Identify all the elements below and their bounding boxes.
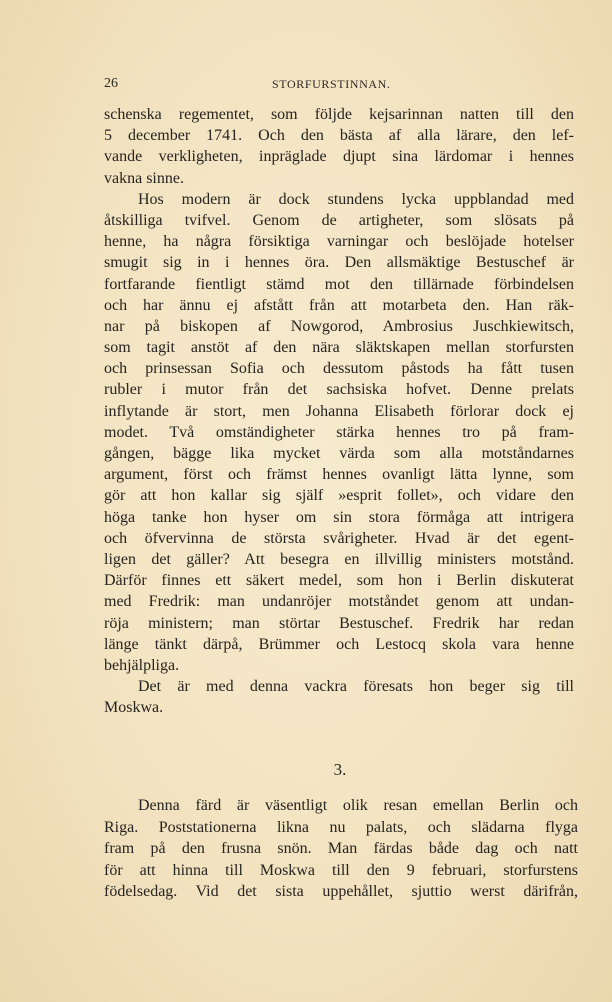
text-line: gör att hon kallar sig själf »esprit follet», och vidare den: [104, 487, 574, 505]
text-line: Det är med denna vackra föresats hon beger sig till: [138, 678, 574, 696]
body-text-block-2: [104, 795, 578, 903]
text-line: Riga. Poststationerna likna nu palats, och slädarna flyga: [104, 818, 578, 836]
text-line: modet. Två omständigheter stärka hennes tro på fram-: [104, 423, 574, 441]
running-title: STORFURSTINNAN.: [272, 77, 391, 91]
text-line: Hos modern är dock stundens lycka uppblandad med: [138, 190, 574, 208]
text-line: smugit sig in i hennes öra. Den allsmäktige Bestuschef är: [104, 254, 574, 272]
text-line: och prinsessan Sofia och dessutom påstods ha fått tusen: [104, 360, 574, 378]
text-line: fram på den frusna snön. Man färdas både dag och natt: [104, 840, 578, 857]
page-number: 26: [104, 76, 118, 91]
text-line: ligen det gäller? Att besegra en illvillig ministers motstånd.: [104, 550, 574, 568]
text-line: vakna sinne.: [104, 169, 184, 187]
text-line: åtskilliga tvifvel. Genom de artigheter, som slösats på: [104, 211, 574, 229]
text-line: och har ännu ej afstått från att motarbeta den. Han räk-: [104, 296, 574, 314]
text-line: röja ministern; man störtar Bestuschef. Fredrik har redan: [104, 614, 574, 632]
text-line: födelsedag. Vid det sista uppehållet, sjuttio werst därifrån,: [104, 883, 578, 900]
body-text-block: [104, 104, 574, 718]
text-line: argument, först och främst hennes ovanligt lätta lynne, som: [104, 466, 574, 484]
text-line: 5 december 1741. Och den bästa af alla lärare, den lef-: [104, 127, 574, 145]
running-head: [104, 76, 574, 96]
text-line: och öfvervinna de största svårigheter. Hvad är det egent-: [104, 529, 574, 547]
text-line: länge tänkt därpå, Brümmer och Lestocq skola vara henne: [104, 635, 574, 653]
text-line: fortfarande fientligt stämd mot den tillärnade förbindelsen: [104, 275, 574, 293]
section-heading: 3.: [333, 760, 347, 779]
text-line: schenska regementet, som följde kejsarinnan natten till den: [104, 106, 574, 123]
text-line: Denna färd är väsentligt olik resan emellan Berlin och: [138, 797, 578, 814]
text-line: nar på biskopen af Nowgorod, Ambrosius Juschkiewitsch,: [104, 317, 574, 335]
text-line: gången, bägge lika mycket värda som alla motståndarnes: [104, 445, 574, 462]
text-line: Därför finnes ett säkert medel, som hon i Berlin diskuterat: [104, 572, 574, 590]
text-line: som tagit anstöt af den nära släktskapen mellan storfursten: [104, 339, 574, 357]
text-line: rubler i mutor från det sachsiska hofvet. Denne prelats: [104, 381, 574, 399]
text-line: Moskwa.: [104, 699, 164, 717]
text-line: behjälpliga.: [104, 656, 180, 674]
text-line: henne, ha några försiktiga varningar och beslöjade hotelser: [104, 233, 574, 251]
text-line: höga tanke hon hyser om sin stora förmåga att intrigera: [104, 508, 574, 526]
text-line: för att hinna till Moskwa till den 9 februari, storfurstens: [104, 861, 578, 879]
text-line: vande verkligheten, inpräglade djupt sina lärdomar i hennes: [104, 148, 574, 166]
text-line: inflytande är stort, men Johanna Elisabeth förlorar dock ej: [104, 402, 574, 420]
text-line: med Fredrik: man undanröjer motståndet genom att undan-: [104, 593, 574, 611]
